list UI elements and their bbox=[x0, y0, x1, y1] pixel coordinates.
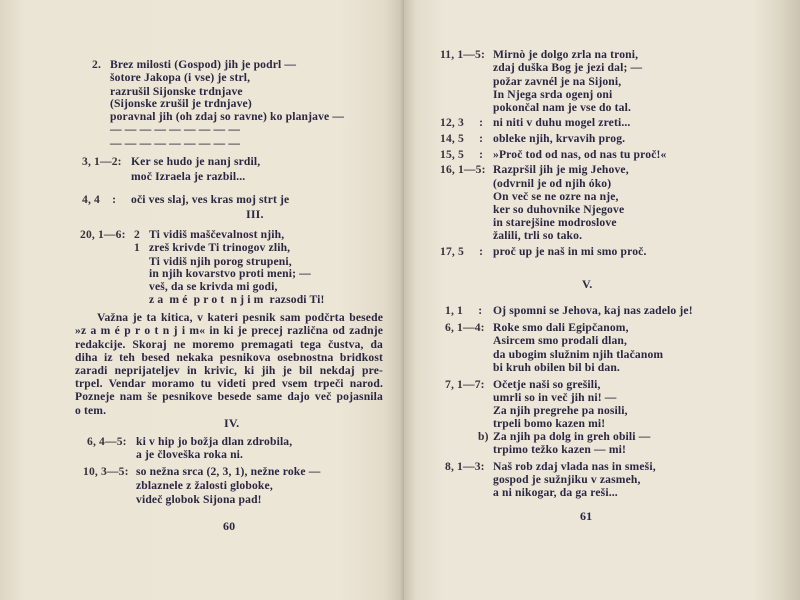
stanza-line: Brez milosti (Gospod) jih je podrl — bbox=[110, 58, 297, 71]
verse-entry-line: »Proč tod od nas, od nas tu proč!« bbox=[493, 148, 667, 161]
verse-entry-line: in starejšine modroslove bbox=[493, 216, 617, 229]
verse-entry-line: On več se ne ozre na nje, bbox=[493, 190, 619, 203]
verse-entry-line: Asircem smo prodali dlan, bbox=[493, 334, 628, 347]
verse-entry-line: bi kruh obilen bil bi dan. bbox=[493, 361, 620, 374]
verse-entry-line: Očetje naši so grešili, bbox=[493, 378, 601, 391]
verse-entry-line: da ubogim služnim njih tlačanom bbox=[493, 348, 664, 361]
verse-entry-reference: 10, 3—5: bbox=[83, 465, 129, 478]
verse-entry-line: a je človeška roka ni. bbox=[136, 448, 244, 461]
verse-marker: 2 bbox=[134, 228, 140, 241]
verse-line: Ti vidiš maščevalnost njih, bbox=[149, 228, 285, 241]
verse-entry-line: (odvrnil je od njih óko) bbox=[493, 177, 612, 190]
verse-entry-reference: 14, 5 : bbox=[440, 132, 484, 145]
verse-entry-reference: 8, 1—3: bbox=[445, 460, 485, 473]
verse-entry-reference: 4, 4 : bbox=[82, 193, 117, 206]
verse-entry-reference: 6, 1—4: bbox=[445, 321, 485, 334]
verse-entry-line: Oj spomni se Jehova, kaj nas zadelo je! bbox=[493, 304, 693, 317]
commentary-line: Važna je ta kitica, v kateri pesnik sam podčrta besede bbox=[97, 311, 383, 324]
verse-line: Ti vidiš njih porog strupeni, bbox=[149, 255, 292, 268]
verse-entry-line: moč Izraela je razbil... bbox=[131, 170, 246, 183]
verse-entry-reference: 3, 1—2: bbox=[82, 155, 122, 168]
section-heading-iii: III. bbox=[246, 207, 264, 221]
stanza-line: šotore Jakopa (i vse) je strl, bbox=[110, 71, 251, 84]
verse-entry-line: požar zavnél je na Sijoni, bbox=[493, 75, 622, 88]
commentary-line: o tem. bbox=[75, 404, 107, 417]
verse-entry-line: Ker se hudo je nanj srdil, bbox=[131, 155, 261, 168]
verse-entry-line: In Njega srda ogenj oni bbox=[493, 88, 613, 101]
verse-entry-line: obleke njih, krvavih prog. bbox=[493, 132, 626, 145]
verse-entry-line: gospod je sužnjiku v zasmeh, bbox=[493, 473, 641, 486]
verse-line: zreš krivde Ti trinogov zlih, bbox=[149, 241, 291, 254]
section-heading-v: V. bbox=[582, 277, 593, 291]
verse-line: in njih kovarstvo proti meni; — bbox=[149, 267, 311, 280]
verse-entry-reference: 15, 5 : bbox=[440, 148, 484, 161]
verse-entry-line: ker so duhovnike Njegove bbox=[493, 203, 625, 216]
commentary-line: zaradi neprijateljev in krivic, ki jih je bil nekdaj pre- bbox=[75, 364, 383, 377]
omission-dashes: — — — — — — — — — bbox=[110, 123, 241, 136]
verse-line: z a m é p r o t n j i m razsodi Ti! bbox=[149, 293, 325, 306]
verse-entry-line: ki v hip jo božja dlan zdrobila, bbox=[136, 435, 293, 448]
commentary-line: »z a m é p r o t n j i m« in ki je precej različna od zadnje bbox=[75, 324, 383, 337]
verse-entry-reference: 20, 1—6: bbox=[80, 228, 126, 241]
verse-entry-reference: 17, 5 : bbox=[440, 245, 484, 258]
verse-entry-reference: 1, 1 : bbox=[445, 304, 483, 317]
commentary-line: Pozneje nam še pesnikove besede same dajo več pojasnila bbox=[75, 390, 383, 403]
verse-entry-line: Razpršil jih je mig Jehove, bbox=[493, 163, 629, 176]
verse-line: trpimo težko kazen — mi! bbox=[493, 443, 627, 456]
verse-marker: 1 bbox=[134, 241, 140, 254]
verse-entry-reference: 7, 1—7: bbox=[445, 378, 485, 391]
verse-entry-reference: 12, 3 : bbox=[440, 116, 484, 129]
stanza-line: razrušil Sijonske trdnjave bbox=[110, 85, 243, 98]
verse-line: Za njih pa dolg in greh obili — bbox=[493, 430, 651, 443]
verse-entry-line: Roke smo dali Egipčanom, bbox=[493, 321, 629, 334]
omission-dashes: — — — — — — — — — bbox=[110, 137, 241, 150]
verse-entry-line: zdaj duška Bog je jezi dal; — bbox=[493, 61, 643, 74]
page-number: 61 bbox=[580, 509, 593, 523]
verse-entry-line: proč up je naš in mi smo proč. bbox=[493, 245, 647, 258]
verse-entry-line: žalili, trli so tako. bbox=[493, 229, 583, 242]
stanza-line: (Sijonske zrušil je trdnjave) bbox=[110, 97, 252, 110]
verse-entry-line: umrli so in več jih ni! — bbox=[493, 391, 617, 404]
commentary-line: trpel. Vendar moramo tu videti pred vsem trpeči narod. bbox=[75, 377, 383, 390]
verse-entry-line: videč globok Sijona pad! bbox=[136, 493, 262, 506]
verse-marker: b) bbox=[478, 430, 489, 443]
verse-entry-line: Mirnò je dolgo zrla na troni, bbox=[493, 48, 639, 61]
commentary-line: redakcije. Skoraj ne moremo premagati tega čustva, da bbox=[75, 338, 383, 351]
page-number: 60 bbox=[223, 519, 236, 533]
stanza-number: 2. bbox=[92, 58, 101, 71]
verse-entry-line: Za njih pregrehe pa nosili, bbox=[493, 404, 628, 417]
verse-entry-line: a ni nikogar, da ga reši... bbox=[493, 486, 618, 499]
verse-entry-reference: 16, 1—5: bbox=[440, 163, 486, 176]
verse-entry-line: ni niti v duhu mogel zreti... bbox=[493, 116, 631, 129]
section-heading-iv: IV. bbox=[224, 416, 240, 430]
verse-entry-line: so nežna srca (2, 3, 1), nežne roke — bbox=[136, 465, 321, 478]
verse-line: veš, da se krivda mi godi, bbox=[149, 280, 278, 293]
verse-entry-line: oči ves slaj, ves kras moj strt je bbox=[131, 193, 290, 206]
verse-entry-line: zblaznele z žalosti globoke, bbox=[136, 479, 273, 492]
right-page bbox=[404, 0, 800, 600]
verse-entry-reference: 11, 1—5: bbox=[440, 48, 485, 61]
stanza-line: poravnal jih (oh zdaj so ravne) ko planjave — bbox=[110, 110, 345, 123]
commentary-line: diha iz teh besed nekaka pesnikova osebnostna bridkost bbox=[75, 351, 383, 364]
verse-entry-reference: 6, 4—5: bbox=[87, 435, 127, 448]
verse-entry-line: trpeli bomo kazen mi! bbox=[493, 417, 606, 430]
verse-entry-line: Naš rob zdaj vlada nas in smeši, bbox=[493, 460, 656, 473]
verse-entry-line: pokončal nam je vse do tal. bbox=[493, 101, 632, 114]
